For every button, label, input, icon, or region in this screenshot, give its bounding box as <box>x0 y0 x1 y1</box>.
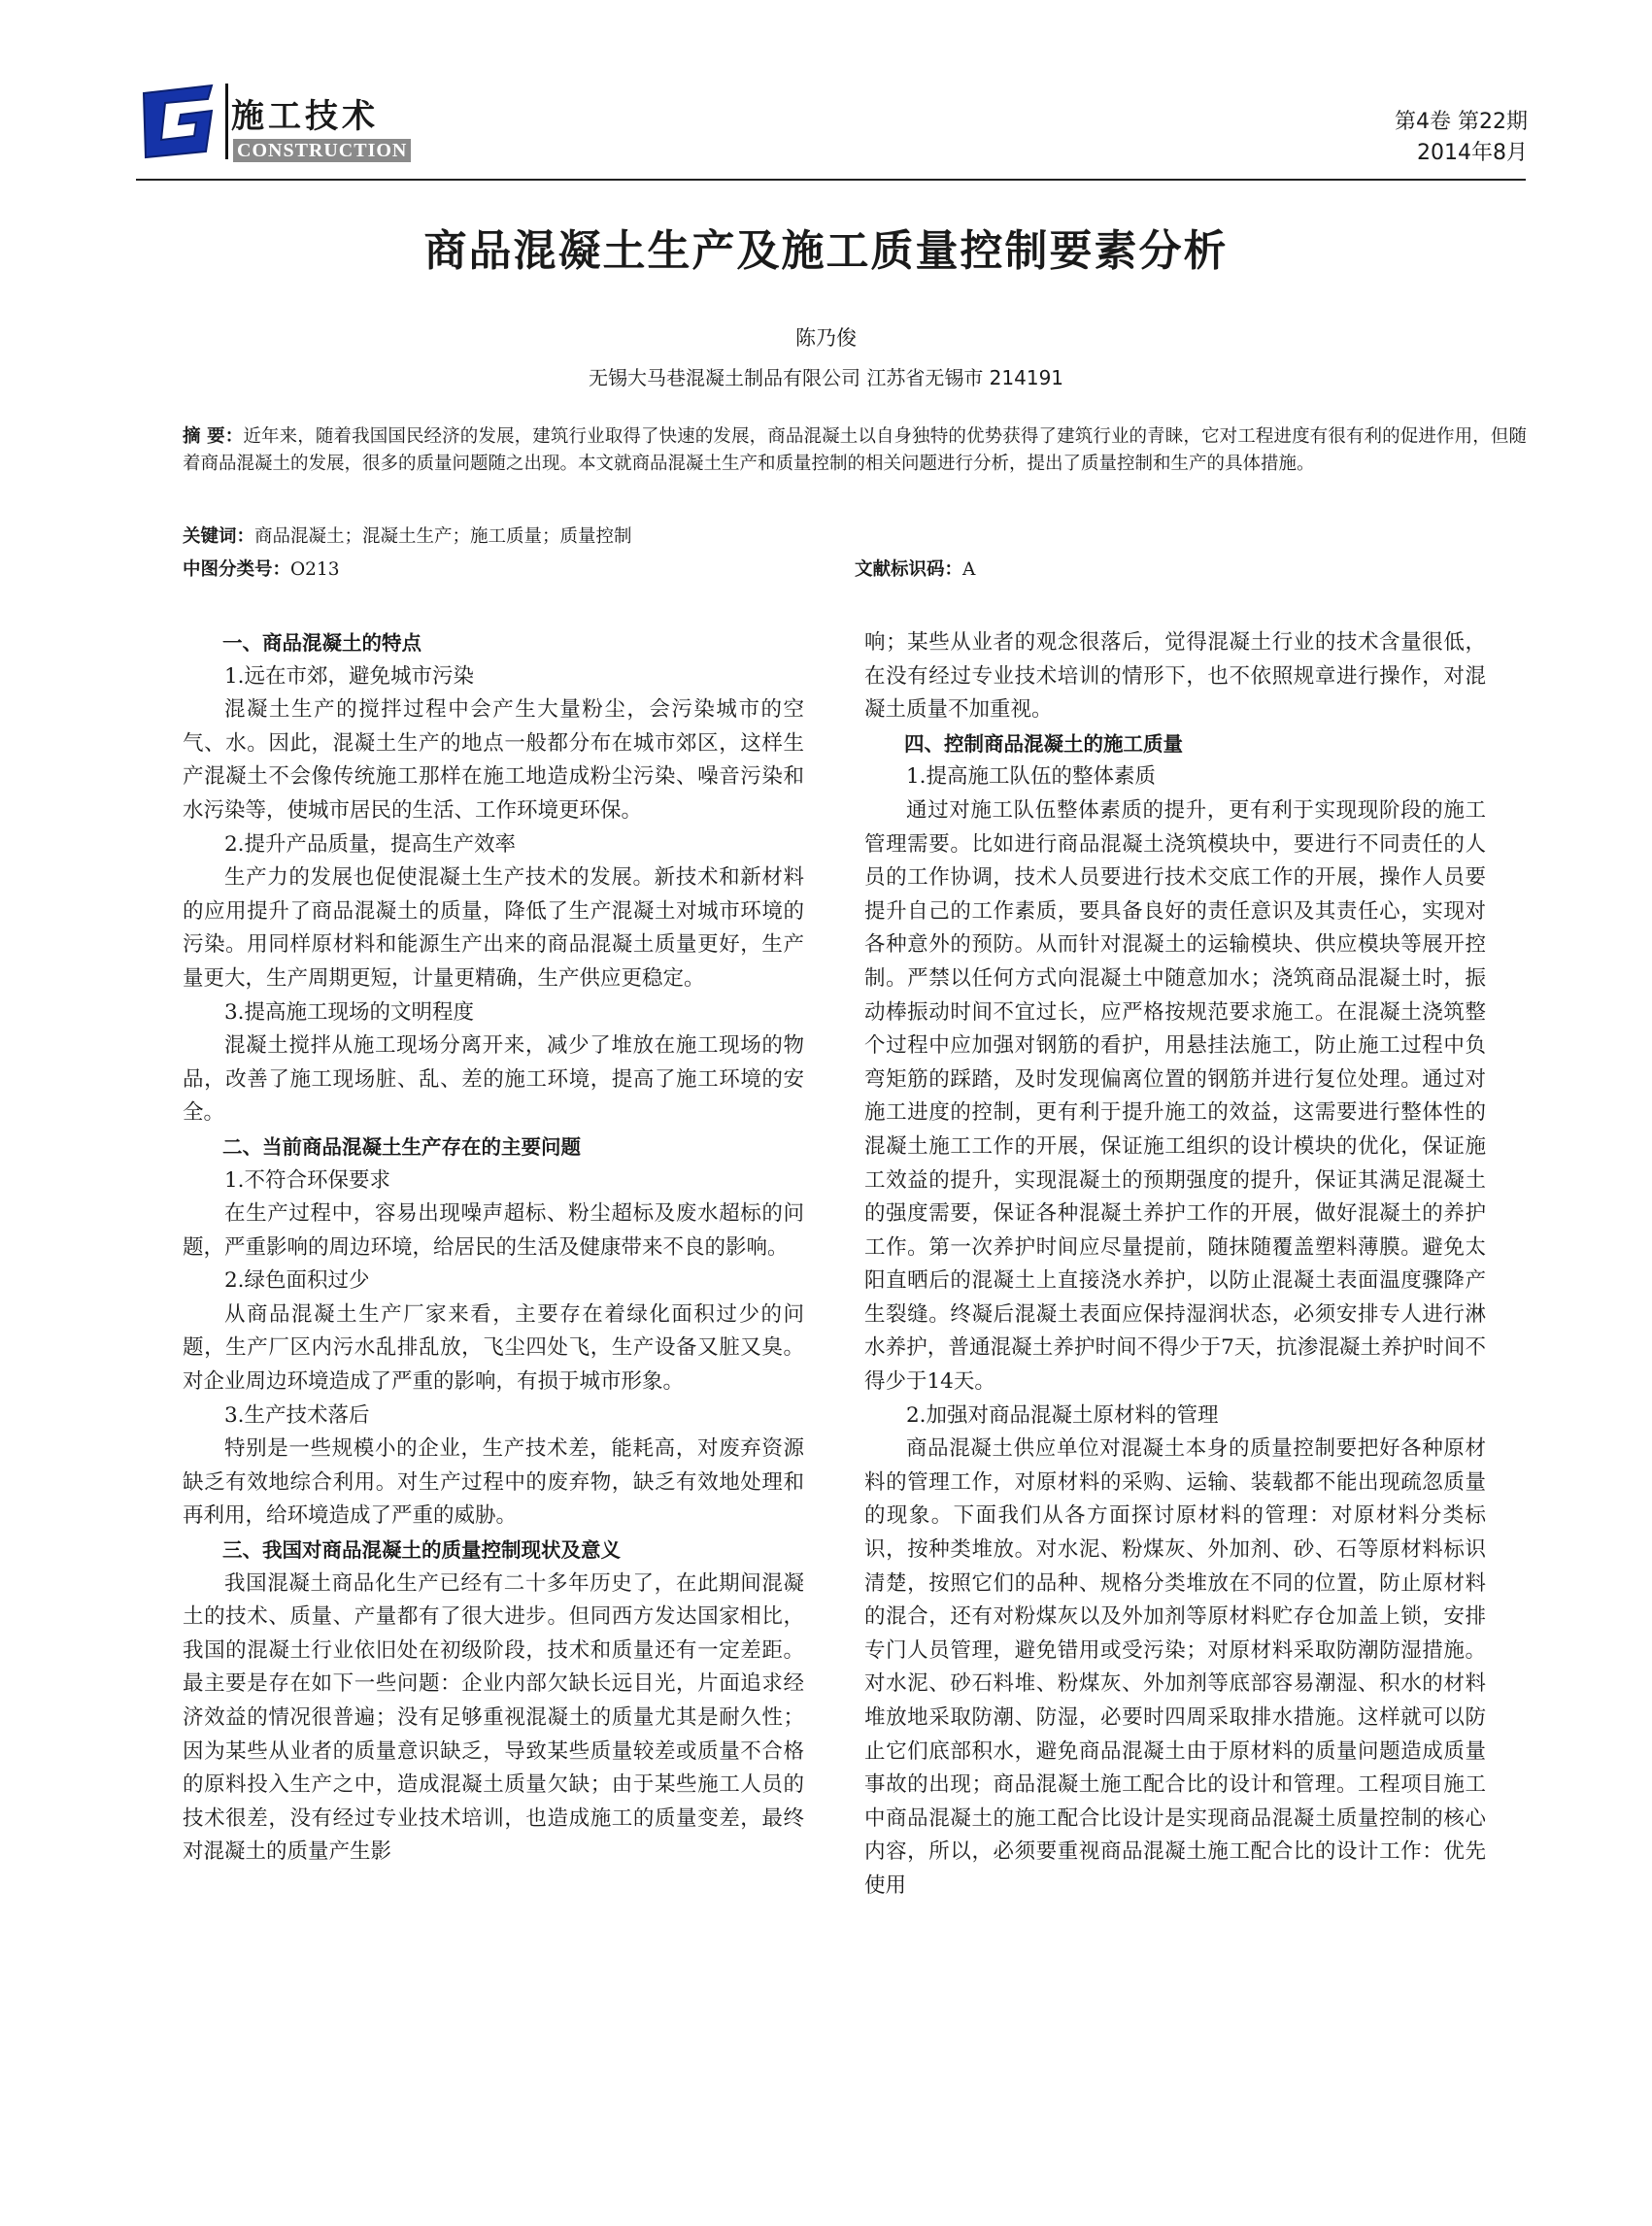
header-rule <box>136 179 1526 181</box>
paragraph: 生产力的发展也促使混凝土生产技术的发展。新技术和新材料的应用提升了商品混凝土的质量，降低了生产混凝土对城市环境的污染。用同样原材料和能源生产出来的商品混凝土质量更好，生产量更大，生产周期更短，计量更精确，生产供应更稳定。 <box>183 865 804 991</box>
clc-number <box>183 556 340 581</box>
paragraph: 特别是一些规模小的企业，生产技术差，能耗高，对废弃资源缺乏有效地综合利用。对生产过程中的废弃物，缺乏有效地处理和再利用，给环境造成了严重的威胁。 <box>183 1436 804 1529</box>
clc-value: O213 <box>290 559 340 580</box>
section-heading: 一、商品混凝土的特点 <box>222 631 421 655</box>
abstract <box>183 423 1527 478</box>
paragraph: 我国混凝土商品化生产已经有二十多年历史了，在此期间混凝土的技术、质量、产量都有了很大进步。但同西方发达国家相比，我国的混凝土行业依旧处在初级阶段，技术和质量还有一定差距。最主要是存在如下一些问题：企业内部欠缺长远目光，片面追求经济效益的情况很普遍；没有足够重视混凝土的质量尤其是耐久性；因为某些从业者的质量意识缺乏，导致某些质量较差或质量不合格的原料投入生产之中，造成混凝土质量欠缺；由于某些施工人员的技术很差，没有经过专业技术培训，也造成施工的质量变差，最终对混凝土的质量产生影 <box>183 1570 804 1865</box>
clc-label: 中图分类号： <box>183 559 291 580</box>
paragraph: 混凝土生产的搅拌过程中会产生大量粉尘，会污染城市的空气、水。因此，混凝土生产的地点一般都分布在城市郊区，这样生产混凝土不会像传统施工那样在施工地造成粉尘污染、噪音污染和水污染等，使城市居民的生活、工作环境更环保。 <box>183 697 804 823</box>
brand-divider <box>225 84 228 159</box>
volume-issue: 第4卷 第22期 <box>1395 110 1528 134</box>
paragraph: 商品混凝土供应单位对混凝土本身的质量控制要把好各种原材料的管理工作，对原材料的采购、运输、装载都不能出现疏忽质量的现象。下面我们从各方面探讨原材料的管理：对原材料分类标识，按种类堆放。对水泥、粉煤灰、外加剂、砂、石等原材料标识清楚，按照它们的品种、规格分类堆放在不同的位置，防止原材料的混合，还有对粉煤灰以及外加剂等原材料贮存仓加盖上锁，安排专门人员管理，避免错用或受污染；对原材料采取防潮防湿措施。对水泥、砂石料堆、粉煤灰、外加剂等底部容易潮湿、积水的材料堆放地采取防潮、防湿，必要时四周采取排水措施。这样就可以防止它们底部积水，避免商品混凝土由于原材料的质量问题造成质量事故的出现；商品混凝土施工配合比的设计和管理。工程项目施工中商品混凝土的施工配合比设计是实现商品混凝土质量控制的核心内容，所以，必须要重视商品混凝土施工配合比的设计工作：优先使用 <box>864 1436 1486 1898</box>
paragraph: 在生产过程中，容易出现噪声超标、粉尘超标及废水超标的问题，严重影响的周边环境，给居民的生活及健康带来不良的影响。 <box>183 1201 804 1260</box>
subsection-heading: 1.提高施工队伍的整体素质 <box>906 764 1157 790</box>
section-heading: 三、我国对商品混凝土的质量控制现状及意义 <box>222 1538 621 1563</box>
subsection-heading: 3.提高施工现场的文明程度 <box>224 999 475 1025</box>
section-heading: 二、当前商品混凝土生产存在的主要问题 <box>222 1134 581 1159</box>
subsection-heading: 2.加强对商品混凝土原材料的管理 <box>906 1402 1219 1428</box>
author: 陈乃俊 <box>795 326 857 350</box>
paragraph: 混凝土搅拌从施工现场分离开来，减少了堆放在施工现场的物品，改善了施工现场脏、乱、差的施工环境，提高了施工环境的安全。 <box>183 1033 804 1126</box>
left-column <box>183 626 804 2171</box>
abstract-text: 近年来，随着我国国民经济的发展，建筑行业取得了快速的发展，商品混凝土以自身独特的优势获得了建筑行业的青睐，它对工程进度有很有利的促进作用，但随着商品混凝土的发展，很多的质量问题随之出现。本文就商品混凝土生产和质量控制的相关问题进行分析，提出了质量控制和生产的具体措施。 <box>183 426 1527 474</box>
affiliation: 无锡大马巷混凝土制品有限公司 江苏省无锡市 214191 <box>588 366 1064 389</box>
section-heading: 四、控制商品混凝土的施工质量 <box>904 731 1183 756</box>
subsection-heading: 2.提升产品质量，提高生产效率 <box>224 831 517 857</box>
subsection-heading: 1.远在市郊，避免城市污染 <box>224 663 475 689</box>
paragraph: 从商品混凝土生产厂家来看，主要存在着绿化面积过少的问题，生产厂区内污水乱排乱放，飞尘四处飞，生产设备又脏又臭。对企业周边环境造成了严重的影响，有损于城市形象。 <box>183 1301 804 1395</box>
abstract-label: 摘 要： <box>183 426 244 447</box>
doc-label: 文献标识码： <box>855 559 963 580</box>
article-title: 商品混凝土生产及施工质量控制要素分析 <box>423 226 1229 276</box>
keywords-text: 商品混凝土；混凝土生产；施工质量；质量控制 <box>254 526 632 547</box>
subsection-heading: 1.不符合环保要求 <box>224 1167 391 1193</box>
issue-info <box>1395 107 1528 169</box>
journal-name: 施工技术 <box>231 97 379 136</box>
journal-name-en: CONSTRUCTION <box>233 139 411 162</box>
keywords <box>183 523 632 548</box>
paragraph: 通过对施工队伍整体素质的提升，更有利于实现现阶段的施工管理需要。比如进行商品混凝土浇筑模块中，要进行不同责任的人员的工作协调，技术人员要进行技术交底工作的开展，操作人员要提升自己的工作素质，要具备良好的责任意识及其责任心，实现对各种意外的预防。从而针对混凝土的运输模块、供应模块等展开控制。严禁以任何方式向混凝土中随意加水；浇筑商品混凝土时，振动棒振动时间不宜过长，应严格按规范要求施工。在混凝土浇筑整个过程中应加强对钢筋的看护，用悬挂法施工，防止施工过程中负弯矩筋的踩踏，及时发现偏离位置的钢筋并进行复位处理。通过对施工进度的控制，更有利于提升施工的效益，这需要进行整体性的混凝土施工工作的开展，保证施工组织的设计模块的优化，保证施工效益的提升，实现混凝土的预期强度的提升，保证其满足混凝土的强度需要，保证各种混凝土养护工作的开展，做好混凝土的养护工作。第一次养护时间应尽量提前，随抹随覆盖塑料薄膜。避免太阳直晒后的混凝土上直接浇水养护，以防止混凝土表面温度骤降产生裂缝。终凝后混凝土表面应保持湿润状态，必须安排专人进行淋水养护，普通混凝土养护时间不得少于7天，抗渗混凝土养护时间不得少于14天。 <box>864 797 1486 1395</box>
subsection-heading: 3.生产技术落后 <box>224 1402 370 1428</box>
journal-logo-icon <box>136 80 219 163</box>
subsection-heading: 2.绿色面积过少 <box>224 1268 370 1294</box>
right-column <box>864 626 1486 2171</box>
publication-date: 2014年8月 <box>1417 141 1528 165</box>
paragraph-continued: 响；某些从业者的观念很落后，觉得混凝土行业的技术含量很低，在没有经过专业技术培训的情形下，也不依照规章进行操作，对混凝土质量不加重视。 <box>864 630 1486 723</box>
document-code <box>855 556 975 581</box>
doc-value: A <box>962 559 976 580</box>
keywords-label: 关键词： <box>183 526 255 547</box>
